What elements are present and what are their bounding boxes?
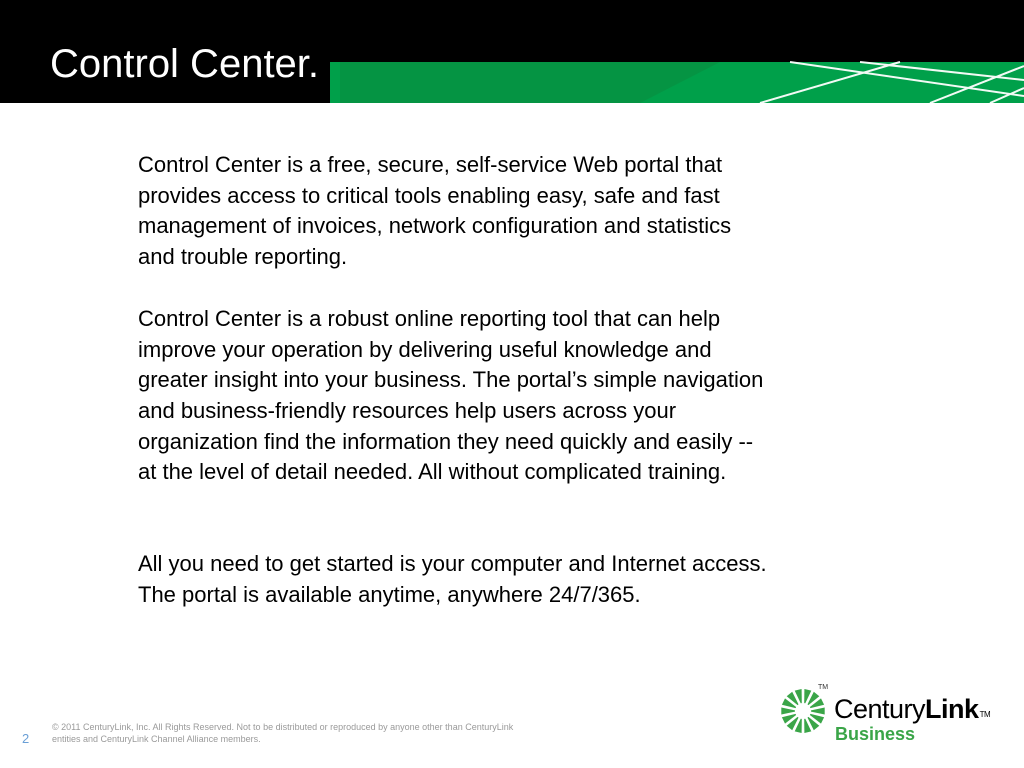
- body-paragraph-getting-started: All you need to get started is your computer and Internet access. The portal is available anytime, anywhere 24/7/365.: [138, 551, 767, 607]
- logo-trademark: TM: [818, 684, 829, 691]
- page-number: 2: [22, 731, 30, 746]
- logo-business-subline: Business: [835, 724, 916, 744]
- logo-word-century: Century: [834, 694, 926, 724]
- slide-header: [0, 0, 1024, 103]
- body-paragraph-intro: Control Center is a free, secure, self-service Web portal that provides access to critical tools enabling easy, safe and fast management of invoices, network configuration and statistics and trouble reporting.: [138, 152, 732, 270]
- logo-wordmark-trademark: TM: [979, 710, 991, 719]
- centurylink-sunburst-icon: [778, 684, 828, 734]
- copyright-notice: © 2011 CenturyLink, Inc. All Rights Reserved. Not to be distributed or reproduced by anyone other than CenturyLink entities and CenturyLink Channel Alliance members.: [52, 722, 514, 744]
- logo-wordmark: [834, 694, 990, 724]
- body-paragraph-details: Control Center is a robust online reporting tool that can help improve your operation by delivering useful knowledge and greater insight into your business. The portal’s simple navigation and business-friendly resources help users across your organization find the information they need quickly and easily -- at the level of detail needed. All without complicated training.: [138, 305, 764, 485]
- logo-word-link: Link: [925, 694, 979, 724]
- slide-title: Control Center.: [50, 42, 320, 86]
- slide-body: [138, 150, 878, 610]
- centurylink-business-logo: [778, 684, 1008, 748]
